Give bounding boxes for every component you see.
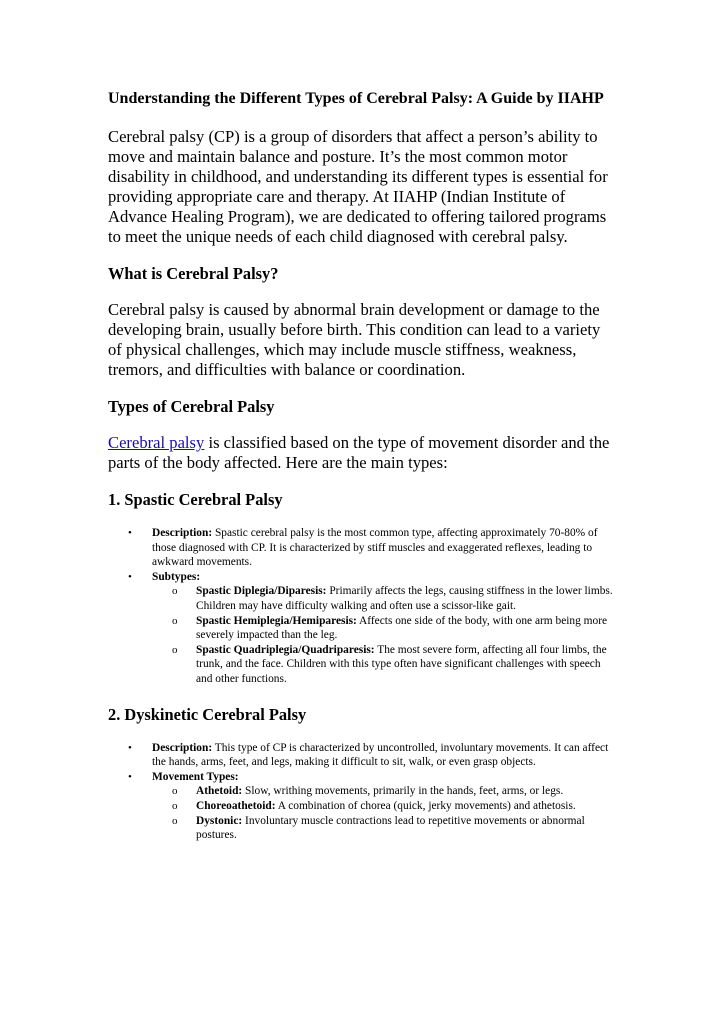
bullet-icon: • [128, 527, 132, 539]
sub-list-item [152, 799, 613, 814]
sub-list-item [152, 814, 613, 843]
intro-paragraph: Cerebral palsy (CP) is a group of disorders that affect a person’s ability to move and maintain balance and posture. It’s the most common motor disability in childhood, and understanding its different types is essential for providing appropriate care and therapy. At IIAHP (Indian Institute of Advance Healing Program), we are dedicated to offering tailored programs to meet the unique needs of each child diagnosed with cerebral palsy. [108, 127, 608, 246]
list-item [108, 741, 613, 770]
spastic-heading: 1. Spastic Cerebral Palsy [108, 490, 283, 509]
item-text: This type of CP is characterized by uncontrolled, involuntary movements. It can affect the hands, arms, feet, and legs, making it difficult to sit, walk, or even grasp objects. [152, 741, 609, 769]
movement-types-list [152, 784, 613, 842]
circle-bullet-icon: o [172, 643, 178, 656]
what-paragraph: Cerebral palsy is caused by abnormal brain development or damage to the developing brain, usually before birth. This condition can lead to a variety of physical challenges, which may include muscle stiffness, weakness, tremors, and difficulties with balance or coordination. [108, 300, 601, 379]
sub-list-item [152, 614, 613, 643]
sub-list-item [152, 643, 613, 687]
sub-item-label: Dystonic: [196, 814, 243, 827]
document-title: Understanding the Different Types of Cerebral Palsy: A Guide by IIAHP [108, 90, 604, 107]
sub-item-label: Choreoathetoid: [196, 799, 276, 812]
cerebral-palsy-link[interactable]: Cerebral palsy [108, 433, 205, 452]
list-item [108, 526, 613, 570]
item-label: Subtypes: [152, 570, 201, 583]
circle-bullet-icon: o [172, 614, 178, 627]
circle-bullet-icon: o [172, 799, 178, 812]
list-item [108, 570, 613, 687]
bullet-icon: • [128, 570, 132, 583]
item-label: Description: [152, 527, 213, 539]
sub-item-label: Spastic Hemiplegia/Hemiparesis: [196, 614, 357, 627]
sub-item-label: Spastic Diplegia/Diparesis: [196, 585, 327, 598]
circle-bullet-icon: o [172, 585, 178, 598]
dyskinetic-heading: 2. Dyskinetic Cerebral Palsy [108, 704, 307, 724]
sub-item-text: The most severe form, affecting all four limbs, the trunk, and the face. Children with this type often have significant challenges with speech and other functions. [196, 643, 607, 685]
item-text: Spastic cerebral palsy is the most common type, affecting approximately 70-80% of those diagnosed with CP. It is characterized by stiff muscles and exaggerated reflexes, leading to awkward movements. [152, 527, 598, 569]
spastic-list [108, 526, 613, 687]
circle-bullet-icon: o [172, 814, 178, 827]
sub-item-text: Affects one side of the body, with one arm being more severely impacted than the leg. [196, 614, 608, 642]
sub-item-text: Involuntary muscle contractions lead to repetitive movements or abnormal postures. [196, 814, 585, 842]
list-item [108, 770, 613, 843]
sub-item-text: Primarily affects the legs, causing stiffness in the lower limbs. Children may have difficulty walking and often use a scissor-like gait. [196, 585, 613, 612]
types-paragraph-text: is classified based on the type of movement disorder and the parts of the body affected. Here are the main types: [108, 433, 610, 472]
types-paragraph [108, 433, 613, 473]
spastic-subtypes-list [152, 584, 613, 686]
document-page [108, 88, 613, 860]
sub-list-item [152, 784, 613, 799]
sub-item-text: Slow, writhing movements, primarily in the hands, feet, arms, or legs. [242, 785, 564, 798]
what-heading: What is Cerebral Palsy? [108, 264, 279, 283]
bullet-icon: • [128, 770, 132, 783]
dyskinetic-list [108, 741, 613, 843]
sub-item-label: Spastic Quadriplegia/Quadriparesis: [196, 643, 375, 656]
circle-bullet-icon: o [172, 785, 178, 798]
sub-item-label: Athetoid: [196, 785, 243, 798]
types-heading: Types of Cerebral Palsy [108, 397, 275, 416]
sub-list-item [152, 584, 613, 613]
bullet-icon: • [128, 741, 132, 754]
sub-item-text: A combination of chorea (quick, jerky movements) and athetosis. [275, 799, 576, 812]
item-label: Movement Types: [152, 770, 239, 783]
item-label: Description: [152, 741, 213, 754]
